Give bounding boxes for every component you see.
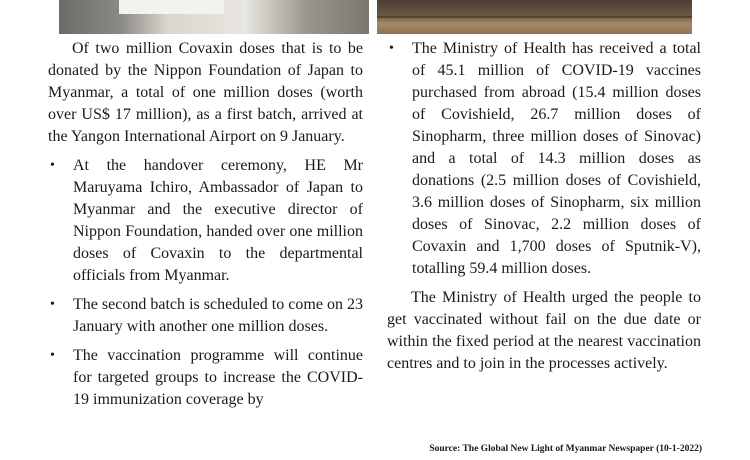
list-item (387, 38, 701, 280)
bullet-icon: • (50, 158, 55, 173)
right-bullet-list (387, 38, 701, 280)
photo-banner (119, 0, 224, 14)
list-item (48, 155, 363, 287)
bullet-icon: • (389, 41, 394, 56)
crate-stripe (377, 16, 692, 18)
intro-paragraph: Of two million Covaxin doses that is to be donated by the Nippon Foundation of Japan to Myanmar, a total of one million doses (worth over US$ 17 million), as a first batch, arrived at the Yangon International Airport on 9 January. (48, 40, 363, 145)
vaccine-crates-photo (377, 0, 692, 34)
right-column (387, 38, 701, 375)
handover-photo (59, 0, 369, 34)
source-citation: Source: The Global New Light of Myanmar Newspaper (10-1-2022) (429, 444, 702, 454)
closing-paragraph: The Ministry of Health urged the people to get vaccinated without fail on the due date or within the fixed period at the nearest vaccination centres and to join in the processes actively. (387, 289, 701, 372)
list-item (48, 294, 363, 338)
left-column (48, 38, 363, 411)
bullet-text: The Ministry of Health has received a total of 45.1 million of COVID-19 vaccines purchased from abroad (15.4 million doses of Covishield, 26.7 million doses of Sinopharm, three million doses of Sinovac) and a total of 14.3 million doses as donations (2.5 million doses of Covishield, 3.6 million doses of Sinopharm, six million doses of Sinovac, 2.2 million doses of Covaxin and 1,700 doses of Sputnik-V), totalling 59.4 million doses. (412, 40, 701, 277)
bullet-icon: • (50, 348, 55, 363)
list-item (48, 345, 363, 411)
left-bullet-list (48, 155, 363, 411)
bullet-icon: • (50, 297, 55, 312)
bullet-text: At the handover ceremony, HE Mr Maruyama Ichiro, Ambassador of Japan to Myanmar and the executive director of Nippon Foundation, handed over one million doses of Covaxin to the departmental officials from Myanmar. (73, 157, 363, 284)
bullet-text: The second batch is scheduled to come on 23 January with another one million doses. (73, 296, 363, 335)
bullet-text: The vaccination programme will continue for targeted groups to increase the COVID-19 immunization coverage by (73, 347, 363, 408)
